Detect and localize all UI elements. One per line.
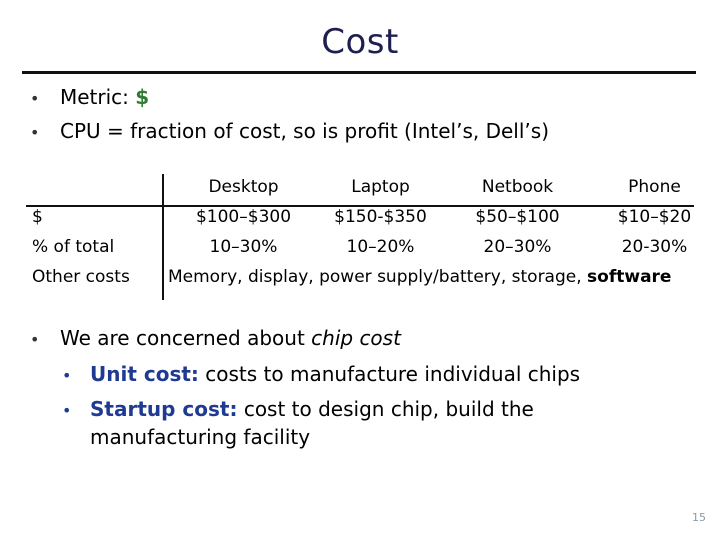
table-header-row [26,174,696,204]
table-cell: 20-30% [621,237,688,257]
unit-cost-label: Unit cost: [90,362,199,386]
table-cell: 10–30% [209,237,278,257]
table-row [26,234,696,264]
sub-bullet-startup-cost [62,397,534,423]
table-cell: $100–$300 [195,207,292,227]
page-title: Cost [321,22,399,62]
table-cell: $50–$100 [475,207,560,227]
page-number: 15 [692,511,706,524]
bullet-metric [30,85,149,111]
metric-value: $ [135,85,150,109]
startup-cost-label: Startup cost: [90,397,238,421]
startup-cost-text: cost to design chip, build the [237,397,534,421]
title-divider [22,71,696,74]
other-costs-emphasis: software [587,267,672,287]
sub-bullet-dot: • [62,401,72,420]
bullet-dot: • [30,330,40,349]
cpu-text: CPU = fraction of cost, so is profit (Intel’s, Dell’s) [60,119,549,143]
startup-cost-continuation: manufacturing facility [90,425,311,449]
table-row [26,204,696,234]
table-cell: 20–30% [483,237,552,257]
sub-bullet-unit-cost [62,362,580,388]
concern-emphasis: chip cost [311,326,401,350]
sub-bullet-dot: • [62,366,72,385]
column-header-phone: Phone [628,177,681,197]
bullet-dot: • [30,89,40,108]
bullet-cpu [30,119,549,145]
table-cell: $150-$350 [334,207,427,227]
bullet-chip-cost [30,326,401,352]
concern-text: We are concerned about [60,326,312,350]
unit-cost-text: costs to manufacture individual chips [198,362,581,386]
row-label-price: $ [32,207,43,227]
column-header-laptop: Laptop [351,177,410,197]
other-costs-list: Memory, display, power supply/battery, storage, [168,267,588,287]
bullet-dot: • [30,123,40,142]
other-costs-text [168,267,671,287]
table-cell: $10–$20 [617,207,692,227]
table-row [26,264,696,294]
table-cell: 10–20% [346,237,415,257]
column-header-netbook: Netbook [481,177,554,197]
metric-label: Metric: [60,85,136,109]
row-label-other-costs: Other costs [32,267,130,287]
row-label-percent: % of total [32,237,115,257]
column-header-desktop: Desktop [208,177,279,197]
cost-table [26,174,696,294]
